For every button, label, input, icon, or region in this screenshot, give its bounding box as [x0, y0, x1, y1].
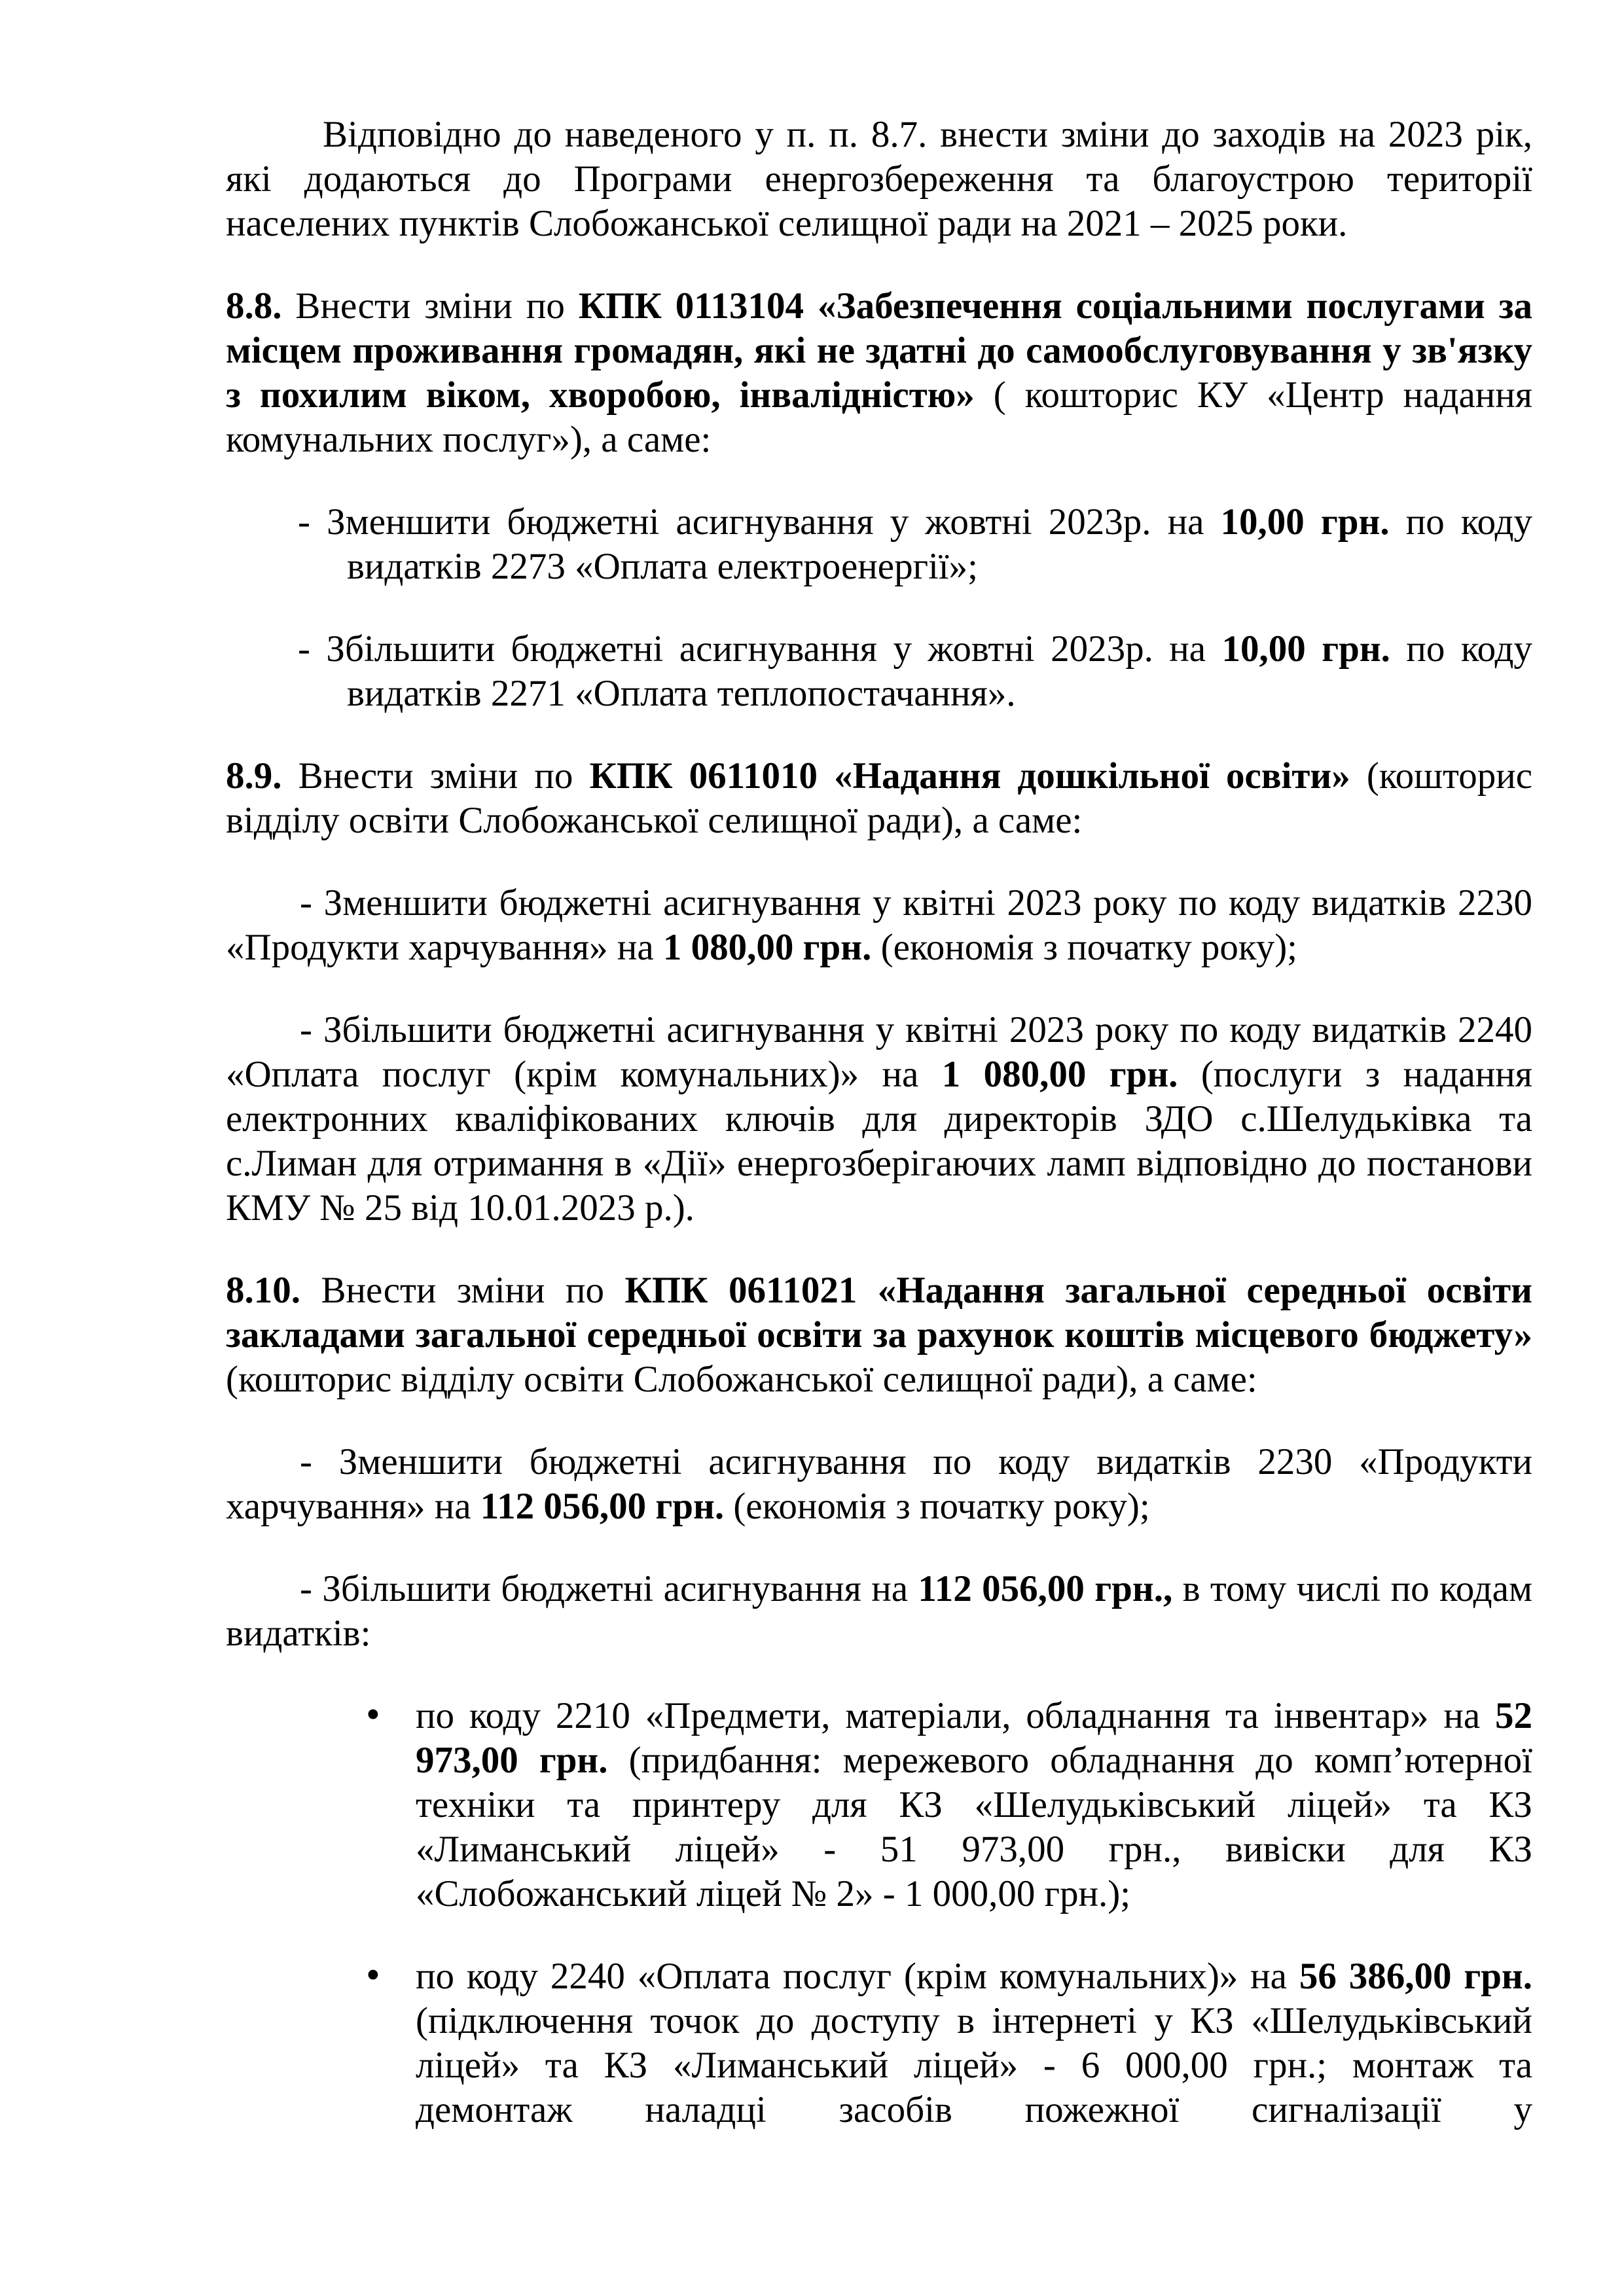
- section-8-10-bullet-code-2240: [226, 1954, 1532, 2132]
- bullet-icon: •: [366, 1953, 380, 1998]
- section-8-8-item-decrease: - Зменшити бюджетні асигнування у жовтні 2023р. на 10,00 грн. по коду видатків 2273 «Оплата електроенергії»;: [298, 501, 1532, 587]
- section-8-9-heading: 8.9. Внести зміни по КПК 0611010 «Надання дошкільної освіти» (кошторис відділу освіти Слобожанської селищної ради), а саме:: [226, 755, 1532, 841]
- intro-paragraph: Відповідно до наведеного у п. п. 8.7. внести зміни до заходів на 2023 рік, які додаються до Програми енергозбереження та благоустрою території населених пунктів Слобожанської селищної ради на 2021 – 2025 роки.: [226, 114, 1532, 244]
- section-8-10-item-increase: - Збільшити бюджетні асигнування на 112 056,00 грн., в тому числі по кодам видатків:: [226, 1568, 1533, 1654]
- section-8-10-item-decrease: - Зменшити бюджетні асигнування по коду видатків 2230 «Продукти харчування» на 112 056,00 грн. (економія з початку року);: [226, 1441, 1532, 1527]
- section-8-9-item-increase: - Збільшити бюджетні асигнування у квітні 2023 року по коду видатків 2240 «Оплата послуг (крім комунальних)» на 1 080,00 грн. (послуги з надання електронних кваліфікованих ключів для директорів ЗДО с.Шелудьківка та с.Лиман для отримання в «Дії» енергозберігаючих ламп відповідно до постанови КМУ № 25 від 10.01.2023 р.).: [226, 1009, 1532, 1229]
- bullet-2210-text: по коду 2210 «Предмети, матеріали, обладнання та інвентар» на 52 973,00 грн. (придбання: мережевого обладнання до комп’ютерної техніки та принтеру для КЗ «Шелудьківський ліцей» та КЗ «Лиманський ліцей» - 51 973,00 грн., вивіски для КЗ «Слобожанський ліцей № 2» - 1 000,00 грн.);: [416, 1695, 1532, 1914]
- section-8-10-bullet-code-2210: [226, 1694, 1532, 1916]
- section-8-8-heading: 8.8. Внести зміни по КПК 0113104 «Забезпечення соціальними послугами за місцем проживання громадян, які не здатні до самообслуговування у зв'язку з похилим віком, хворобою, інвалідністю» ( кошторис КУ «Центр надання комунальних послуг»), а саме:: [226, 285, 1532, 460]
- section-8-10-heading: 8.10. Внести зміни по КПК 0611021 «Надання загальної середньої освіти закладами загальної середньої освіти за рахунок коштів місцевого бюджету» (кошторис відділу освіти Слобожанської селищної ради), а саме:: [226, 1270, 1532, 1400]
- section-8-8-item-increase: - Збільшити бюджетні асигнування у жовтні 2023р. на 10,00 грн. по коду видатків 2271 «Оплата теплопостачання».: [298, 628, 1532, 714]
- section-8-9-item-decrease: - Зменшити бюджетні асигнування у квітні 2023 року по коду видатків 2230 «Продукти харчування» на 1 080,00 грн. (економія з початку року);: [226, 882, 1532, 968]
- bullet-2240-text: по коду 2240 «Оплата послуг (крім комунальних)» на 56 386,00 грн. (підключення точок до доступу в інтернеті у КЗ «Шелудьківський ліцей» та КЗ «Лиманський ліцей» - 6 000,00 грн.; монтаж та демонтаж наладці засобів пожежної сигналізації у: [416, 1956, 1532, 2130]
- bullet-icon: •: [366, 1693, 380, 1737]
